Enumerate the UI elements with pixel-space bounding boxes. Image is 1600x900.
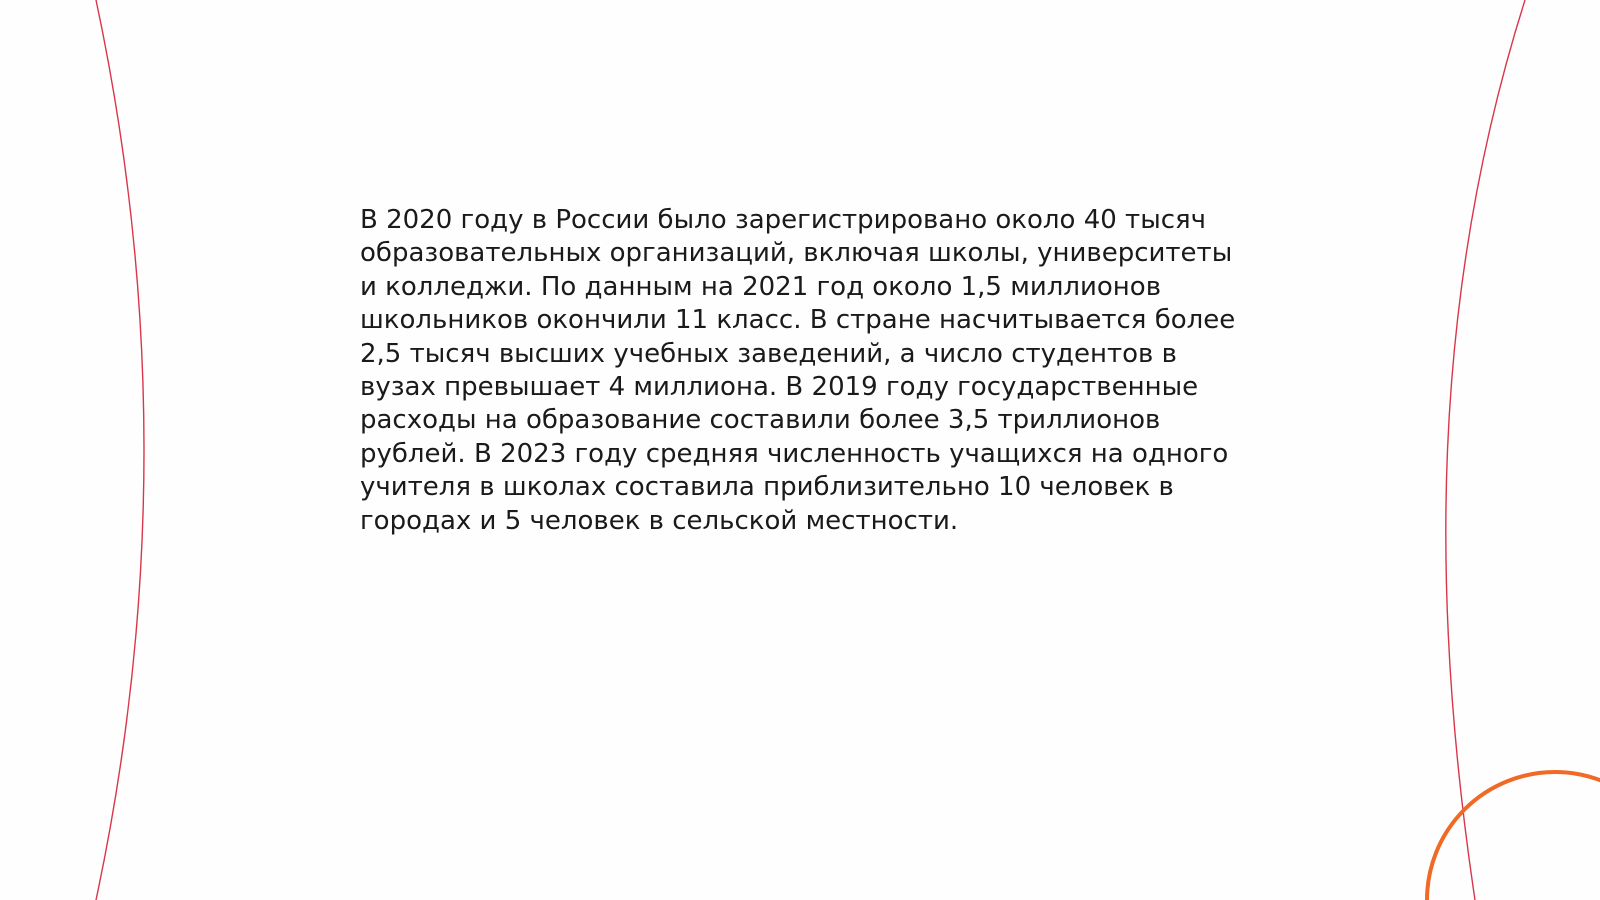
left-curve-line	[96, 0, 144, 900]
body-paragraph	[360, 204, 1240, 538]
paragraph-line: образовательных организаций, включая школы, университеты	[360, 238, 1233, 269]
paragraph-line: и колледжи. По данным на 2021 год около 1,5 миллионов	[360, 271, 1162, 302]
paragraph-line: В 2020 году в России было зарегистрировано около 40 тысяч	[360, 205, 1207, 235]
orange-circle-outline	[1427, 772, 1600, 900]
paragraph-line: 2,5 тысяч высших учебных заведений, а число студентов в	[360, 338, 1177, 369]
paragraph-line: вузах превышает 4 миллиона. В 2019 году государственные	[360, 372, 1199, 403]
paragraph-line: расходы на образование составили более 3,5 триллионов	[360, 405, 1161, 436]
right-curve-line	[1446, 0, 1525, 900]
paragraph-line: школьников окончили 11 класс. В стране насчитывается более	[360, 305, 1236, 336]
paragraph-line: рублей. В 2023 году средняя численность учащихся на одного	[360, 438, 1229, 469]
paragraph-line: городах и 5 человек в сельской местности.	[360, 505, 959, 536]
paragraph-line: учителя в школах составила приблизительно 10 человек в	[360, 472, 1174, 503]
